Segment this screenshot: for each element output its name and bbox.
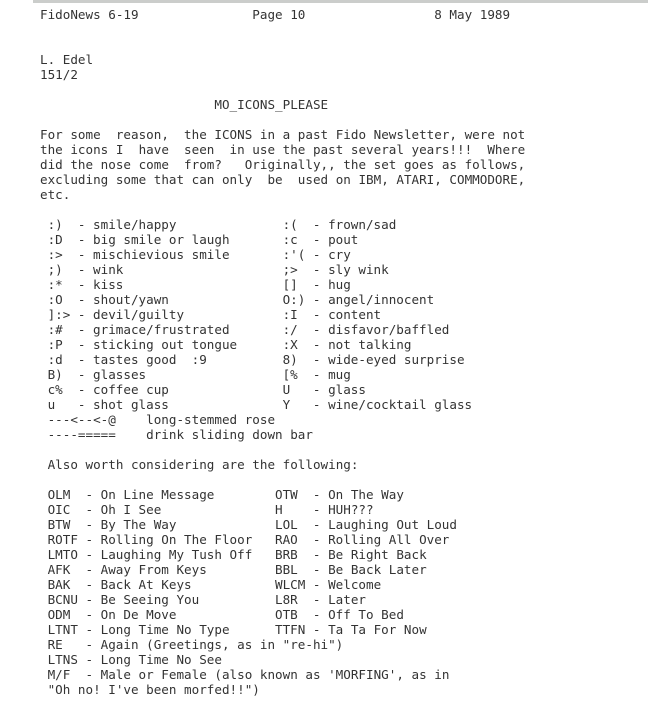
acronym-meaning: Laughing My Tush Off bbox=[100, 547, 253, 562]
separator-dash: - bbox=[312, 232, 321, 247]
separator-dash: - bbox=[312, 247, 321, 262]
acronym-code: BAK bbox=[47, 577, 71, 592]
emoticon-symbol: O:) bbox=[282, 292, 306, 307]
acronym-meaning: Long Time No See bbox=[100, 652, 222, 667]
acronym-code: OTB bbox=[275, 607, 298, 622]
separator-dash: - bbox=[312, 382, 321, 397]
separator-dash: - bbox=[312, 517, 321, 532]
issue-date: 8 May 1989 bbox=[434, 7, 511, 22]
acronym-code: LTNT bbox=[47, 622, 78, 637]
emoticon-meaning: devil/guilty bbox=[93, 307, 185, 322]
acronym-code: AFK bbox=[47, 562, 71, 577]
emoticon-row bbox=[40, 367, 657, 382]
emoticon-meaning: angel/innocent bbox=[328, 292, 435, 307]
acronym-meaning: By The Way bbox=[100, 517, 177, 532]
emoticon-symbol: :c bbox=[282, 232, 298, 247]
separator-dash: - bbox=[77, 292, 86, 307]
emoticon-row bbox=[40, 352, 657, 367]
acronym-row bbox=[40, 517, 657, 532]
emoticon-meaning: shot glass bbox=[93, 397, 169, 412]
emoticon-row bbox=[40, 337, 657, 352]
intro-line: did the nose come from? Originally,, the set goes as follows, bbox=[40, 157, 526, 172]
emoticon-symbol: :P bbox=[47, 337, 63, 352]
continuation-text: "Oh no! I've been morfed!!") bbox=[47, 682, 260, 697]
intro-line: For some reason, the ICONS in a past Fido Newsletter, were not bbox=[40, 127, 526, 142]
separator-dash: - bbox=[85, 607, 94, 622]
separator-dash: - bbox=[85, 562, 94, 577]
emoticon-symbol: :( bbox=[282, 217, 298, 232]
emoticon-symbol: :) bbox=[47, 217, 63, 232]
emoticon-row bbox=[40, 322, 657, 337]
acronym-meaning: Ta Ta For Now bbox=[328, 622, 427, 637]
emoticon-row bbox=[40, 307, 657, 322]
emoticon-symbol: :I bbox=[282, 307, 298, 322]
separator-dash: - bbox=[77, 382, 86, 397]
emoticon-symbol: :* bbox=[47, 277, 63, 292]
acronym-meaning: Be Seeing You bbox=[100, 592, 200, 607]
separator-dash: - bbox=[77, 277, 86, 292]
emoticon-meaning: shout/yawn bbox=[93, 292, 169, 307]
acronym-meaning: HUH??? bbox=[328, 502, 374, 517]
separator-dash: - bbox=[312, 607, 321, 622]
emoticon-meaning: frown/sad bbox=[328, 217, 397, 232]
emoticon-meaning: hug bbox=[328, 277, 351, 292]
acronym-meaning: On De Move bbox=[100, 607, 177, 622]
acronym-code: TTFN bbox=[275, 622, 306, 637]
acronym-code: BBL bbox=[275, 562, 298, 577]
acronym-meaning: Later bbox=[328, 592, 366, 607]
separator-dash: - bbox=[77, 232, 86, 247]
emoticon-meaning: kiss bbox=[93, 277, 124, 292]
separator-dash: - bbox=[85, 502, 94, 517]
separator-dash: - bbox=[85, 547, 94, 562]
separator-dash: - bbox=[77, 262, 86, 277]
spacer bbox=[40, 22, 657, 52]
acronym-row bbox=[40, 562, 657, 577]
acronym-code: LMTO bbox=[47, 547, 78, 562]
separator-dash: - bbox=[312, 352, 321, 367]
acronym-code: OIC bbox=[47, 502, 71, 517]
emoticon-meaning: cry bbox=[328, 247, 351, 262]
separator-dash: - bbox=[312, 577, 321, 592]
emoticon-meaning: tastes good :9 bbox=[93, 352, 207, 367]
author-node-number: 151/2 bbox=[40, 67, 78, 82]
emoticon-meaning: glasses bbox=[93, 367, 147, 382]
emoticon-row bbox=[40, 382, 657, 397]
separator-dash: - bbox=[312, 397, 321, 412]
emoticon-symbol: :d bbox=[47, 352, 63, 367]
separator-dash: - bbox=[312, 262, 321, 277]
acronym-row bbox=[40, 652, 657, 667]
separator-dash: - bbox=[312, 622, 321, 637]
emoticon-meaning: wine/cocktail glass bbox=[328, 397, 473, 412]
acronym-row bbox=[40, 547, 657, 562]
separator-dash: - bbox=[77, 217, 86, 232]
emoticon-meaning: sly wink bbox=[328, 262, 389, 277]
acronym-meaning: On Line Message bbox=[100, 487, 215, 502]
emoticon-symbol: U bbox=[282, 382, 291, 397]
acronym-meaning: Long Time No Type bbox=[100, 622, 230, 637]
emoticon-row bbox=[40, 217, 657, 232]
intro-line: the icons I have seen in use the past several years!!! Where bbox=[40, 142, 526, 157]
acronym-meaning: Rolling On The Floor bbox=[100, 532, 253, 547]
emoticon-meaning: disfavor/baffled bbox=[328, 322, 450, 337]
emoticon-symbol: [] bbox=[282, 277, 298, 292]
emoticon-symbol: 8) bbox=[282, 352, 298, 367]
ascii-art-row bbox=[40, 427, 657, 442]
separator-dash: - bbox=[312, 277, 321, 292]
acronym-continuation-line bbox=[40, 682, 657, 697]
acronym-meaning: Back At Keys bbox=[100, 577, 192, 592]
separator-dash: - bbox=[85, 622, 94, 637]
intro-paragraph bbox=[40, 127, 657, 202]
acronym-row bbox=[40, 622, 657, 637]
separator-dash: - bbox=[312, 592, 321, 607]
emoticon-meaning: wide-eyed surprise bbox=[328, 352, 465, 367]
emoticon-symbol: :'( bbox=[282, 247, 306, 262]
emoticon-meaning: glass bbox=[328, 382, 366, 397]
emoticon-meaning: content bbox=[328, 307, 382, 322]
separator-dash: - bbox=[312, 562, 321, 577]
acronym-code: LOL bbox=[275, 517, 298, 532]
emoticon-row bbox=[40, 277, 657, 292]
emoticon-meaning: mug bbox=[328, 367, 351, 382]
separator-dash: - bbox=[77, 367, 86, 382]
acronym-code: BRB bbox=[275, 547, 298, 562]
separator-dash: - bbox=[77, 322, 86, 337]
acronym-row bbox=[40, 487, 657, 502]
separator-dash: - bbox=[85, 487, 94, 502]
emoticon-meaning: wink bbox=[93, 262, 124, 277]
separator-dash: - bbox=[312, 307, 321, 322]
spacer bbox=[40, 112, 657, 127]
separator-dash: - bbox=[85, 517, 94, 532]
acronym-row bbox=[40, 502, 657, 517]
separator-dash: - bbox=[312, 502, 321, 517]
acronym-code: BTW bbox=[47, 517, 71, 532]
separator-dash: - bbox=[312, 217, 321, 232]
emoticon-row bbox=[40, 262, 657, 277]
emoticon-meaning: pout bbox=[328, 232, 359, 247]
separator-dash: - bbox=[312, 487, 321, 502]
separator-dash: - bbox=[77, 247, 86, 262]
ascii-art-meaning: long-stemmed rose bbox=[146, 412, 276, 427]
acronym-code: ODM bbox=[47, 607, 71, 622]
separator-dash: - bbox=[85, 532, 94, 547]
emoticon-symbol: :D bbox=[47, 232, 63, 247]
emoticon-symbol: :O bbox=[47, 292, 63, 307]
acronym-meaning: Male or Female (also known as 'MORFING', as in bbox=[100, 667, 450, 682]
intro-line: etc. bbox=[40, 187, 71, 202]
spacer bbox=[40, 472, 657, 487]
acronym-row bbox=[40, 607, 657, 622]
separator-dash: - bbox=[312, 532, 321, 547]
page-number: Page 10 bbox=[252, 7, 306, 22]
emoticon-symbol: B) bbox=[47, 367, 63, 382]
emoticon-meaning: mischievious smile bbox=[93, 247, 230, 262]
separator-dash: - bbox=[312, 337, 321, 352]
article-title: MO_ICONS_PLEASE bbox=[214, 97, 329, 112]
emoticon-symbol: u bbox=[47, 397, 56, 412]
separator-dash: - bbox=[77, 352, 86, 367]
emoticon-symbol: ;> bbox=[282, 262, 298, 277]
emoticon-symbol: ]:> bbox=[47, 307, 71, 322]
acronym-code: ROTF bbox=[47, 532, 78, 547]
acronym-row bbox=[40, 637, 657, 652]
emoticon-glossary bbox=[40, 217, 657, 442]
emoticon-symbol: :# bbox=[47, 322, 63, 337]
emoticon-symbol: [% bbox=[282, 367, 298, 382]
acronym-meaning: Rolling All Over bbox=[328, 532, 450, 547]
separator-dash: - bbox=[312, 547, 321, 562]
acronym-row bbox=[40, 532, 657, 547]
separator-dash: - bbox=[85, 652, 94, 667]
acronym-row bbox=[40, 592, 657, 607]
acronym-code: RE bbox=[47, 637, 63, 652]
interlude-text: Also worth considering are the following: bbox=[47, 457, 359, 472]
spacer bbox=[40, 82, 657, 97]
emoticon-row bbox=[40, 397, 657, 412]
acronym-meaning: Off To Bed bbox=[328, 607, 404, 622]
acronym-row bbox=[40, 577, 657, 592]
acronym-meaning: Be Back Later bbox=[328, 562, 427, 577]
separator-dash: - bbox=[77, 337, 86, 352]
emoticon-meaning: sticking out tongue bbox=[93, 337, 238, 352]
separator-dash: - bbox=[85, 577, 94, 592]
acronym-code: OTW bbox=[275, 487, 298, 502]
emoticon-symbol: ;) bbox=[47, 262, 63, 277]
acronym-meaning: On The Way bbox=[328, 487, 404, 502]
separator-dash: - bbox=[85, 592, 94, 607]
acronym-meaning: Laughing Out Loud bbox=[328, 517, 457, 532]
previous-line-remnant bbox=[33, 0, 648, 3]
acronym-row bbox=[40, 667, 657, 682]
emoticon-row bbox=[40, 292, 657, 307]
emoticon-symbol: c% bbox=[47, 382, 63, 397]
emoticon-meaning: grimace/frustrated bbox=[93, 322, 230, 337]
emoticon-symbol: :/ bbox=[282, 322, 298, 337]
acronym-code: RAO bbox=[275, 532, 298, 547]
emoticon-row bbox=[40, 247, 657, 262]
emoticon-meaning: big smile or laugh bbox=[93, 232, 230, 247]
emoticon-row bbox=[40, 232, 657, 247]
separator-dash: - bbox=[312, 367, 321, 382]
acronym-code: M/F bbox=[47, 667, 71, 682]
intro-line: excluding some that can only be used on IBM, ATARI, COMMODORE, bbox=[40, 172, 526, 187]
acronym-code: H bbox=[275, 502, 283, 517]
spacer bbox=[40, 442, 657, 457]
separator-dash: - bbox=[77, 397, 86, 412]
acronym-code: WLCM bbox=[275, 577, 306, 592]
emoticon-symbol: :X bbox=[282, 337, 298, 352]
emoticon-meaning: not talking bbox=[328, 337, 412, 352]
acronym-code: L8R bbox=[275, 592, 298, 607]
author-name: L. Edel bbox=[40, 52, 94, 67]
acronym-glossary bbox=[40, 487, 657, 697]
acronym-code: LTNS bbox=[47, 652, 78, 667]
ascii-art-meaning: drink sliding down bar bbox=[146, 427, 313, 442]
separator-dash: - bbox=[85, 667, 94, 682]
acronym-meaning: Oh I See bbox=[100, 502, 162, 517]
acronym-code: OLM bbox=[47, 487, 71, 502]
newsletter-issue: FidoNews 6-19 bbox=[40, 7, 139, 22]
separator-dash: - bbox=[77, 307, 86, 322]
separator-dash: - bbox=[85, 637, 94, 652]
emoticon-symbol: Y bbox=[282, 397, 291, 412]
acronym-meaning: Away From Keys bbox=[100, 562, 207, 577]
acronym-meaning: Welcome bbox=[328, 577, 382, 592]
separator-dash: - bbox=[312, 292, 321, 307]
emoticon-meaning: smile/happy bbox=[93, 217, 177, 232]
spacer bbox=[40, 202, 657, 217]
ascii-art-symbol: ----===== bbox=[47, 427, 116, 442]
ascii-art-row bbox=[40, 412, 657, 427]
emoticon-meaning: coffee cup bbox=[93, 382, 169, 397]
separator-dash: - bbox=[312, 322, 321, 337]
ascii-art-symbol: ---<--<-@ bbox=[47, 412, 116, 427]
acronym-code: BCNU bbox=[47, 592, 78, 607]
acronym-meaning: Be Right Back bbox=[328, 547, 427, 562]
page-header bbox=[40, 7, 657, 22]
acronym-meaning: Again (Greetings, as in "re-hi") bbox=[100, 637, 344, 652]
emoticon-symbol: :> bbox=[47, 247, 63, 262]
